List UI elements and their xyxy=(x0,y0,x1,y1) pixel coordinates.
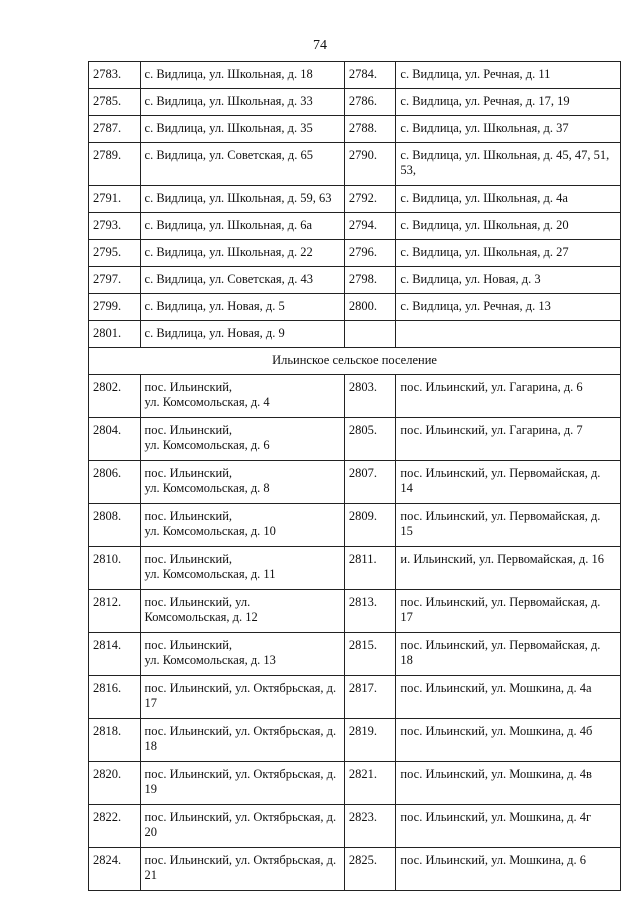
table-row xyxy=(89,267,621,294)
address: пос. Ильинский, ул. Комсомольская, д. 11 xyxy=(144,552,276,581)
row-number-cell xyxy=(89,321,141,348)
row-number-cell xyxy=(344,418,396,461)
table-row xyxy=(89,62,621,89)
address-cell xyxy=(140,240,344,267)
row-number-cell xyxy=(344,719,396,762)
row-number-cell xyxy=(89,590,141,633)
address-cell xyxy=(140,89,344,116)
address-cell xyxy=(140,143,344,186)
address: с. Видлица, ул. Новая, д. 9 xyxy=(144,326,285,340)
row-number: 2819. xyxy=(348,724,378,738)
row-number-cell xyxy=(89,143,141,186)
address-cell xyxy=(140,186,344,213)
row-number: 2787. xyxy=(93,121,122,135)
address-cell xyxy=(140,418,344,461)
address-cell xyxy=(396,321,621,348)
table-row xyxy=(89,143,621,186)
row-number: 2818. xyxy=(93,724,122,738)
row-number: 2821. xyxy=(348,767,378,781)
address: с. Видлица, ул. Школьная, д. 18 xyxy=(144,67,313,81)
row-number: 2788. xyxy=(348,121,378,135)
address-cell xyxy=(396,375,621,418)
row-number: 2807. xyxy=(348,466,378,480)
row-number-cell xyxy=(344,240,396,267)
row-number-cell xyxy=(344,213,396,240)
row-number: 2810. xyxy=(93,552,122,566)
address-cell xyxy=(396,676,621,719)
address-cell xyxy=(140,805,344,848)
address-cell xyxy=(140,62,344,89)
row-number: 2803. xyxy=(348,380,378,394)
address: пос. Ильинский, ул. Первомайская, д. 15 xyxy=(400,509,601,538)
address: пос. Ильинский, ул. Гагарина, д. 7 xyxy=(400,423,583,437)
address-cell xyxy=(396,267,621,294)
table-row xyxy=(89,504,621,547)
row-number: 2824. xyxy=(93,853,122,867)
address: с. Видлица, ул. Школьная, д. 59, 63 xyxy=(144,191,332,205)
row-number-cell xyxy=(89,418,141,461)
row-number: 2790. xyxy=(348,148,378,162)
table-row xyxy=(89,240,621,267)
row-number: 2811. xyxy=(348,552,377,566)
address-cell xyxy=(140,213,344,240)
row-number-cell xyxy=(89,375,141,418)
row-number: 2799. xyxy=(93,299,122,313)
row-number: 2796. xyxy=(348,245,378,259)
address-cell xyxy=(396,633,621,676)
address-cell xyxy=(396,89,621,116)
address: пос. Ильинский, ул. Первомайская, д. 18 xyxy=(400,638,601,667)
address-cell xyxy=(140,762,344,805)
address-cell xyxy=(140,504,344,547)
address-cell xyxy=(396,116,621,143)
address-cell xyxy=(396,62,621,89)
row-number-cell xyxy=(344,186,396,213)
address-cell xyxy=(396,762,621,805)
row-number-cell xyxy=(344,762,396,805)
row-number: 2815. xyxy=(348,638,378,652)
row-number: 2784. xyxy=(348,67,378,81)
section-row xyxy=(89,348,621,375)
address-cell xyxy=(396,504,621,547)
address-cell xyxy=(396,547,621,590)
row-number: 2808. xyxy=(93,509,122,523)
row-number-cell xyxy=(344,89,396,116)
address-table xyxy=(88,61,621,891)
address-cell xyxy=(140,633,344,676)
table-row xyxy=(89,294,621,321)
row-number: 2797. xyxy=(93,272,122,286)
address-cell xyxy=(140,116,344,143)
address: с. Видлица, ул. Советская, д. 43 xyxy=(144,272,313,286)
row-number-cell xyxy=(89,294,141,321)
address: с. Видлица, ул. Новая, д. 3 xyxy=(400,272,541,286)
row-number-cell xyxy=(344,375,396,418)
row-number-cell xyxy=(89,676,141,719)
row-number: 2822. xyxy=(93,810,122,824)
address: с. Видлица, ул. Школьная, д. 33 xyxy=(144,94,313,108)
row-number-cell xyxy=(89,504,141,547)
row-number: 2820. xyxy=(93,767,122,781)
row-number-cell xyxy=(89,267,141,294)
address: пос. Ильинский, ул. Комсомольская, д. 12 xyxy=(144,595,258,624)
row-number: 2825. xyxy=(348,853,378,867)
table-row xyxy=(89,805,621,848)
table-row xyxy=(89,762,621,805)
row-number-cell xyxy=(344,461,396,504)
address: пос. Ильинский, ул. Гагарина, д. 6 xyxy=(400,380,583,394)
table-row xyxy=(89,461,621,504)
table-row xyxy=(89,116,621,143)
address-cell xyxy=(140,848,344,891)
address-cell xyxy=(396,848,621,891)
address: с. Видлица, ул. Речная, д. 13 xyxy=(400,299,551,313)
address: с. Видлица, ул. Школьная, д. 4а xyxy=(400,191,568,205)
row-number-cell xyxy=(344,62,396,89)
address: пос. Ильинский, ул. Октябрьская, д. 19 xyxy=(144,767,337,796)
row-number: 2804. xyxy=(93,423,122,437)
address: пос. Ильинский, ул. Первомайская, д. 14 xyxy=(400,466,601,495)
table-row xyxy=(89,321,621,348)
address: пос. Ильинский, ул. Мошкина, д. 4а xyxy=(400,681,592,695)
table-row xyxy=(89,590,621,633)
row-number-cell xyxy=(344,504,396,547)
address: с. Видлица, ул. Школьная, д. 35 xyxy=(144,121,313,135)
row-number-cell xyxy=(89,547,141,590)
table-row xyxy=(89,633,621,676)
address-cell xyxy=(396,805,621,848)
address-cell xyxy=(140,676,344,719)
row-number: 2812. xyxy=(93,595,122,609)
row-number: 2786. xyxy=(348,94,378,108)
row-number-cell xyxy=(89,762,141,805)
row-number-cell xyxy=(89,89,141,116)
address: с. Видлица, ул. Речная, д. 17, 19 xyxy=(400,94,570,108)
page-number: 74 xyxy=(313,38,327,53)
address-cell xyxy=(140,267,344,294)
table-row xyxy=(89,375,621,418)
row-number-cell xyxy=(344,805,396,848)
address: пос. Ильинский, ул. Октябрьская, д. 17 xyxy=(144,681,337,710)
address: пос. Ильинский, ул. Комсомольская, д. 10 xyxy=(144,509,276,538)
row-number-cell xyxy=(344,116,396,143)
row-number: 2809. xyxy=(348,509,378,523)
row-number: 2800. xyxy=(348,299,378,313)
address: с. Видлица, ул. Школьная, д. 6а xyxy=(144,218,313,232)
row-number-cell xyxy=(344,848,396,891)
row-number: 2785. xyxy=(93,94,122,108)
address-cell xyxy=(396,143,621,186)
address: пос. Ильинский, ул. Комсомольская, д. 4 xyxy=(144,380,270,409)
row-number-cell xyxy=(89,116,141,143)
row-number: 2783. xyxy=(93,67,122,81)
row-number: 2805. xyxy=(348,423,378,437)
address: пос. Ильинский, ул. Мошкина, д. 4г xyxy=(400,810,592,824)
table-row xyxy=(89,676,621,719)
table-row xyxy=(89,547,621,590)
row-number-cell xyxy=(89,461,141,504)
address-cell xyxy=(396,461,621,504)
address-cell xyxy=(140,321,344,348)
row-number: 2791. xyxy=(93,191,122,205)
address: пос. Ильинский, ул. Октябрьская, д. 21 xyxy=(144,853,337,882)
address: пос. Ильинский, ул. Первомайская, д. 17 xyxy=(400,595,601,624)
row-number: 2802. xyxy=(93,380,122,394)
row-number-cell xyxy=(344,143,396,186)
address: с. Видлица, ул. Школьная, д. 27 xyxy=(400,245,569,259)
address: и. Ильинский, ул. Первомайская, д. 16 xyxy=(400,552,604,566)
address: с. Видлица, ул. Школьная, д. 37 xyxy=(400,121,569,135)
row-number: 2794. xyxy=(348,218,378,232)
address-cell xyxy=(396,590,621,633)
row-number: 2823. xyxy=(348,810,378,824)
row-number-cell xyxy=(344,633,396,676)
address-cell xyxy=(396,213,621,240)
address: пос. Ильинский, ул. Октябрьская, д. 18 xyxy=(144,724,337,753)
address-cell xyxy=(140,375,344,418)
address-cell xyxy=(140,590,344,633)
row-number: 2801. xyxy=(93,326,122,340)
row-number: 2806. xyxy=(93,466,122,480)
row-number-cell xyxy=(89,848,141,891)
address: с. Видлица, ул. Школьная, д. 20 xyxy=(400,218,569,232)
table-row xyxy=(89,89,621,116)
row-number: 2798. xyxy=(348,272,378,286)
address: пос. Ильинский, ул. Мошкина, д. 4б xyxy=(400,724,593,738)
address-cell xyxy=(140,461,344,504)
address: пос. Ильинский, ул. Мошкина, д. 4в xyxy=(400,767,592,781)
row-number: 2814. xyxy=(93,638,122,652)
address-cell xyxy=(396,240,621,267)
address-cell xyxy=(396,294,621,321)
address: пос. Ильинский, ул. Комсомольская, д. 6 xyxy=(144,423,270,452)
row-number: 2789. xyxy=(93,148,122,162)
table-row xyxy=(89,213,621,240)
address: пос. Ильинский, ул. Комсомольская, д. 8 xyxy=(144,466,270,495)
address-cell xyxy=(396,719,621,762)
address-cell xyxy=(140,547,344,590)
row-number-cell xyxy=(344,267,396,294)
address-cell xyxy=(396,186,621,213)
row-number-cell xyxy=(89,633,141,676)
row-number: 2816. xyxy=(93,681,122,695)
row-number-cell xyxy=(89,719,141,762)
row-number-cell xyxy=(344,547,396,590)
address: пос. Ильинский, ул. Мошкина, д. 6 xyxy=(400,853,587,867)
address-cell xyxy=(140,294,344,321)
row-number: 2793. xyxy=(93,218,122,232)
row-number: 2792. xyxy=(348,191,378,205)
address: с. Видлица, ул. Школьная, д. 45, 47, 51, 53, xyxy=(400,148,610,177)
address: с. Видлица, ул. Речная, д. 11 xyxy=(400,67,551,81)
address: пос. Ильинский, ул. Комсомольская, д. 13 xyxy=(144,638,276,667)
table-row xyxy=(89,719,621,762)
address-cell xyxy=(396,418,621,461)
row-number: 2795. xyxy=(93,245,122,259)
address: с. Видлица, ул. Советская, д. 65 xyxy=(144,148,313,162)
row-number: 2817. xyxy=(348,681,378,695)
row-number-cell xyxy=(344,294,396,321)
table-row xyxy=(89,848,621,891)
address-cell xyxy=(140,719,344,762)
row-number-cell xyxy=(89,213,141,240)
address: с. Видлица, ул. Новая, д. 5 xyxy=(144,299,285,313)
row-number-cell xyxy=(89,62,141,89)
row-number-cell xyxy=(344,590,396,633)
row-number: 2813. xyxy=(348,595,378,609)
address-table-body xyxy=(89,62,621,891)
table-row xyxy=(89,418,621,461)
row-number-cell xyxy=(89,186,141,213)
row-number-cell xyxy=(344,676,396,719)
row-number-cell xyxy=(89,805,141,848)
address: с. Видлица, ул. Школьная, д. 22 xyxy=(144,245,313,259)
address: пос. Ильинский, ул. Октябрьская, д. 20 xyxy=(144,810,337,839)
table-row xyxy=(89,186,621,213)
section-title: Ильинское сельское поселение xyxy=(89,348,621,375)
row-number-cell xyxy=(344,321,396,348)
row-number-cell xyxy=(89,240,141,267)
